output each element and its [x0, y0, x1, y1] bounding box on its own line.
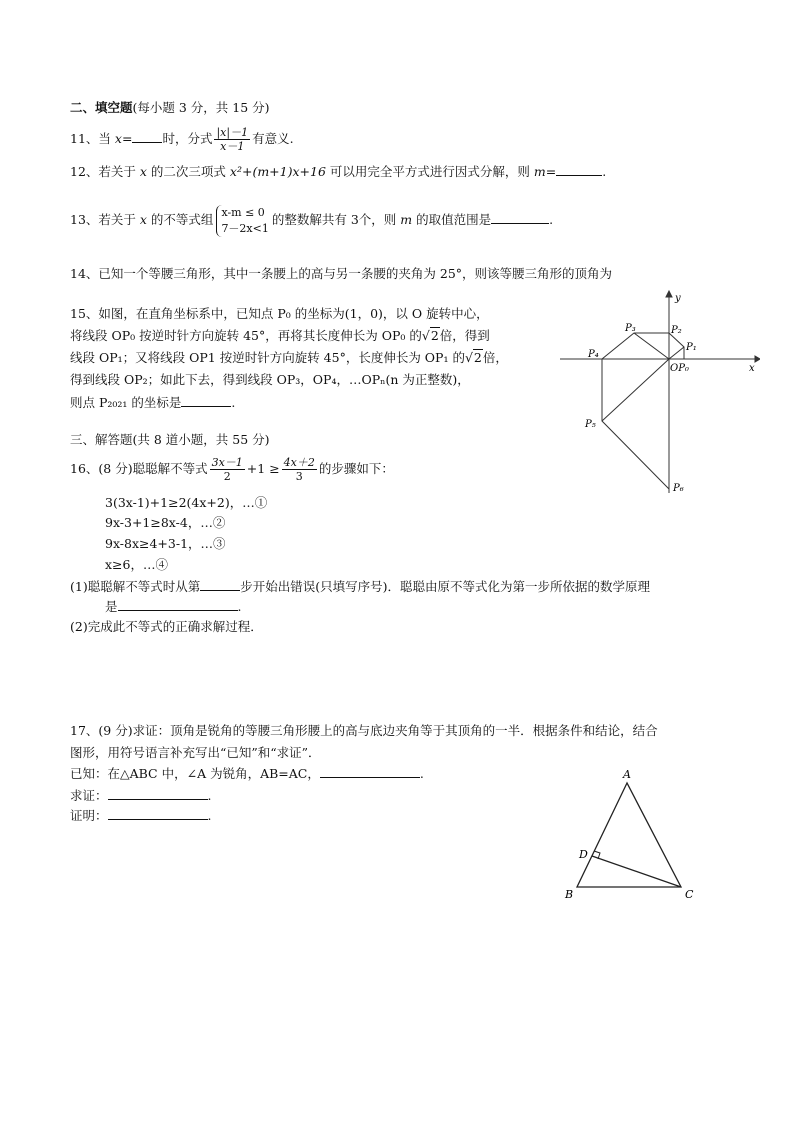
q17-triangle-figure [555, 762, 705, 904]
q12-answer-blank[interactable] [556, 162, 602, 176]
q13-inequality-1: x-m ≤ 0 [221, 205, 265, 219]
y-axis-label: y [675, 293, 681, 304]
q16-step-1: 3(3x-1)+1≥2(4x+2)，…① [105, 495, 268, 510]
q13-inequality-system [216, 205, 268, 237]
q12-text: 可以用完全平方式进行因式分解，则 [325, 164, 534, 179]
q15-line-5-text: 则点 P₂₀₂₁ 的坐标是 [70, 395, 182, 410]
p6-label: P₆ [673, 483, 684, 494]
q17-prove-blank[interactable] [108, 786, 208, 800]
q15-sqrt-2: √2 [464, 350, 482, 365]
p5-label: P₅ [585, 419, 596, 430]
q11-fraction-denominator: x－1 [220, 140, 245, 153]
q11-equals: = [121, 131, 133, 146]
q16-fraction-1-numerator: 3x－1 [211, 456, 243, 469]
q13-inequality-2: 7－2x<1 [221, 221, 269, 235]
q13-answer-blank[interactable] [491, 210, 549, 224]
section-2-header [70, 99, 270, 117]
q17-proof-label: 证明： [70, 808, 108, 823]
q16-step-3: 9x-8x≥4+3-1，…③ [105, 536, 226, 551]
q15-line-1: 15、如图，在直角坐标系中，已知点 P₀ 的坐标为(1，0)，以 O 旋转中心， [70, 306, 489, 321]
q13-end: . [549, 212, 554, 227]
q11-prefix: 11、当 [70, 131, 115, 146]
q15-sqrt-1: √2 [421, 328, 439, 343]
q16-principle-prefix: 是 [105, 599, 118, 614]
q11-answer-blank[interactable] [132, 129, 162, 143]
q13-text: 的整数解共有 3个，则 [271, 212, 401, 227]
q11-fraction-numerator: |x|－1 [216, 126, 249, 139]
q17-prove-label: 求证： [70, 788, 108, 803]
q15-line-2 [70, 327, 490, 345]
q12-variable: x [139, 164, 147, 179]
question-12 [70, 162, 606, 181]
q11-variable: x [114, 131, 122, 146]
q16-fraction-1-denominator: 2 [223, 470, 231, 483]
q16-part-1 [70, 577, 650, 596]
q16-principle-end: . [237, 599, 242, 614]
q13-variable: x [139, 212, 147, 227]
segment-op1 [669, 347, 684, 359]
q16-fraction-2 [282, 456, 317, 483]
triangle-abc [577, 783, 681, 887]
q15-line-5 [70, 393, 235, 412]
vertex-a-label: A [623, 768, 631, 781]
q12-equals: = [545, 164, 557, 179]
q17-line-2: 图形，用符号语言补充写出“已知”和“求证”． [70, 745, 321, 760]
point-d-label: D [579, 848, 588, 861]
section-3-header: 三、解答题(共 8 道小题，共 55 分) [70, 432, 270, 447]
vertex-c-label: C [685, 888, 694, 901]
q15-line-3 [70, 349, 508, 367]
q12-end: . [602, 164, 607, 179]
q16-part-1-prefix: (1)聪聪解不等式时从第 [70, 579, 201, 594]
p3-label: P₃ [625, 323, 636, 334]
q16-principle-blank[interactable] [118, 597, 238, 611]
y-axis-arrow-icon [666, 291, 672, 297]
q16-suffix: 的步骤如下： [318, 461, 394, 476]
q15-line-3b: 倍， [482, 350, 508, 365]
q17-known-end: . [419, 766, 424, 781]
q16-part-1-line-2 [105, 597, 242, 616]
q15-line-2b: 倍，得到 [439, 328, 490, 343]
q15-end: . [231, 395, 236, 410]
q13-m: m [400, 212, 413, 227]
q12-expression: x²+(m+1)x+16 [229, 164, 326, 179]
q16-step-2: 9x-3+1≥8x-4，…② [105, 515, 226, 530]
question-16 [70, 455, 394, 483]
q15-sqrt-1-radicand: 2 [430, 328, 439, 343]
p1-label: P₁ [686, 342, 697, 353]
q12-m: m [533, 164, 546, 179]
q17-known [70, 764, 424, 783]
segment-op3 [634, 333, 669, 359]
q17-proof-blank[interactable] [108, 806, 208, 820]
section-2-title: 二、填空题 [70, 100, 133, 115]
q15-line-3a: 线段 OP₁；又将线段 OP1 按逆时针方向旋转 45°，长度伸长为 OP₁ 的 [70, 350, 465, 365]
q15-sqrt-2-radicand: 2 [473, 350, 482, 365]
vertex-b-label: B [565, 888, 574, 901]
q17-prove [70, 786, 212, 805]
q12-prefix: 12、若关于 [70, 164, 140, 179]
q17-known-text: 已知：在△ABC 中，∠A 为锐角，AB=AC， [70, 766, 320, 781]
q17-line-1: 17、(9 分)求证：顶角是锐角的等腰三角形腰上的高与底边夹角等于其顶角的一半．根据条件和结论，结合 [70, 723, 658, 738]
p2-label: P₂ [671, 325, 682, 336]
q16-fraction-2-denominator: 3 [295, 470, 303, 483]
q15-line-2a: 将线段 OP₀ 按逆时针方向旋转 45°，再将其长度伸长为 OP₀ 的 [70, 328, 422, 343]
q11-text: 时，分式 [162, 131, 213, 146]
x-axis-label: x [749, 363, 755, 374]
q16-fraction-1 [210, 456, 245, 483]
p4-label: P₄ [588, 349, 599, 360]
q16-step-4: x≥6，…④ [105, 557, 168, 572]
q16-prefix: 16、(8 分)聪聪解不等式 [70, 461, 208, 476]
q16-step-blank[interactable] [200, 577, 240, 591]
q16-part-1-text: 步开始出错误(只填写序号)．聪聪由原不等式化为第一步所依据的数学原理 [240, 579, 650, 594]
q15-spiral-figure [555, 285, 760, 500]
q13-middle: 的不等式组 [146, 212, 214, 227]
q15-line-4: 得到线段 OP₂；如此下去，得到线段 OP₃，OP₄，…OPₙ(n 为正整数)， [70, 372, 470, 387]
origin-label: OP₀ [670, 363, 689, 374]
question-13 [70, 202, 553, 238]
q12-middle: 的二次三项式 [146, 164, 230, 179]
q16-middle: +1 ≥ [246, 461, 280, 476]
segment-op5 [602, 359, 669, 421]
q13-prefix: 13、若关于 [70, 212, 140, 227]
q17-proof-end: . [207, 808, 212, 823]
question-11 [70, 126, 294, 153]
q17-prove-end: . [207, 788, 212, 803]
q16-fraction-2-numerator: 4x＋2 [283, 456, 315, 469]
q11-tail: 有意义. [252, 131, 294, 146]
x-axis-arrow-icon [755, 356, 760, 362]
q17-known-blank[interactable] [320, 764, 420, 778]
q16-part-2: (2)完成此不等式的正确求解过程． [70, 619, 263, 634]
q17-proof [70, 806, 212, 825]
question-14: 14、已知一个等腰三角形，其中一条腰上的高与另一条腰的夹角为 25°，则该等腰三角形的顶角为 [70, 266, 613, 281]
q13-tail: 的取值范围是 [412, 212, 492, 227]
q11-fraction [214, 126, 250, 153]
q15-answer-blank[interactable] [181, 393, 231, 407]
section-2-note: (每小题 3 分，共 15 分) [132, 100, 270, 115]
